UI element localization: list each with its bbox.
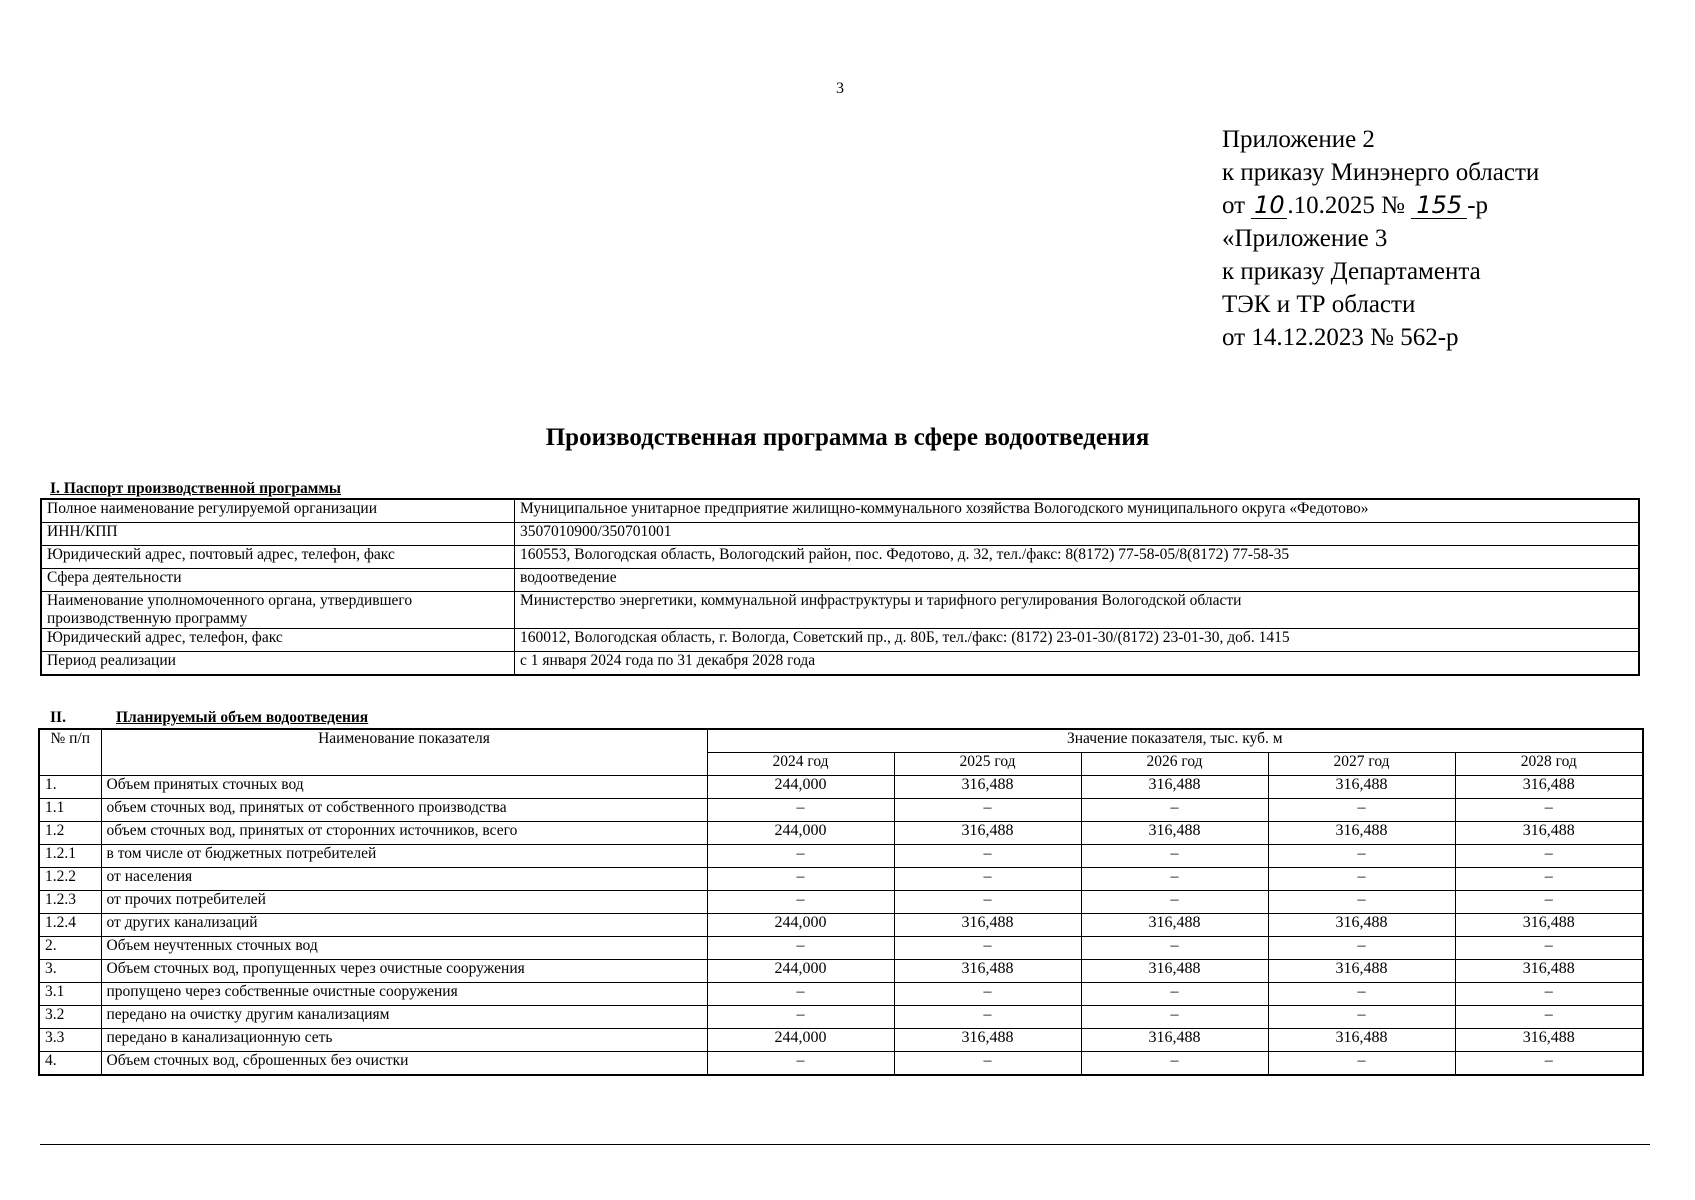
row-value: – [1455, 799, 1643, 822]
row-value: 316,488 [894, 1029, 1081, 1052]
row-number: 1.2.1 [39, 845, 101, 868]
passport-value: 3507010900/350701001 [515, 523, 1640, 546]
row-value: 244,000 [707, 776, 894, 799]
row-value: – [707, 1006, 894, 1029]
table-row [39, 822, 1643, 845]
appendix-order-suffix: -р [1467, 192, 1489, 219]
bottom-divider [40, 1144, 1650, 1145]
row-value: – [1268, 868, 1455, 891]
row-indicator-name: от населения [101, 868, 707, 891]
appendix-line-5: к приказу Департамента [1222, 258, 1481, 285]
row-number: 4. [39, 1052, 101, 1076]
row-value: – [1081, 799, 1268, 822]
passport-row [41, 546, 1639, 569]
row-value: 316,488 [1081, 960, 1268, 983]
row-value: 316,488 [1455, 776, 1643, 799]
row-value: 316,488 [1455, 914, 1643, 937]
table-row [39, 776, 1643, 799]
row-number: 1.2.2 [39, 868, 101, 891]
year-header: 2026 год [1081, 753, 1268, 776]
passport-row [41, 592, 1639, 629]
row-value: 316,488 [1268, 1029, 1455, 1052]
row-value: 316,488 [1081, 776, 1268, 799]
passport-value: 160012, Вологодская область, г. Вологда, Советский пр., д. 80Б, тел./факс: (8172) 23-01-30/(8172) 23-01-30, доб. 1415 [515, 629, 1640, 652]
passport-row [41, 569, 1639, 592]
passport-value: 160553, Вологодская область, Вологодский район, пос. Федотово, д. 32, тел./факс: 8(8172) 77-58-05/8(8172) 77-58-35 [515, 546, 1640, 569]
row-value: – [1268, 937, 1455, 960]
row-value: 316,488 [894, 776, 1081, 799]
row-value: – [1268, 1052, 1455, 1076]
appendix-line-6: ТЭК и ТР области [1222, 291, 1416, 318]
row-number: 1.2 [39, 822, 101, 845]
row-value: 316,488 [1455, 822, 1643, 845]
row-value: – [1081, 983, 1268, 1006]
table-row [39, 1006, 1643, 1029]
passport-label: Юридический адрес, телефон, факс [41, 629, 515, 652]
table-row [39, 1052, 1643, 1076]
row-value: – [894, 983, 1081, 1006]
table-row [39, 891, 1643, 914]
row-value: 244,000 [707, 960, 894, 983]
row-indicator-name: Объем сточных вод, сброшенных без очистки [101, 1052, 707, 1076]
planned-section-label: Планируемый объем водоотведения [116, 709, 369, 726]
planned-volume-table [38, 728, 1644, 1076]
passport-section-title: I. Паспорт производственной программы [50, 480, 342, 497]
row-value: – [1455, 891, 1643, 914]
row-value: – [707, 799, 894, 822]
passport-label: Наименование уполномоченного органа, утвердившего производственную программу [41, 592, 515, 629]
year-header: 2028 год [1455, 753, 1643, 776]
row-value: – [1455, 1052, 1643, 1076]
passport-value: Муниципальное унитарное предприятие жилищно-коммунального хозяйства Вологодского муниципального округа «Федотово» [515, 499, 1640, 523]
passport-label: Период реализации [41, 652, 515, 676]
passport-label: Сфера деятельности [41, 569, 515, 592]
table-row [39, 1029, 1643, 1052]
row-value: – [894, 845, 1081, 868]
row-number: 3. [39, 960, 101, 983]
row-indicator-name: объем сточных вод, принятых от собственного производства [101, 799, 707, 822]
table-row [39, 937, 1643, 960]
row-indicator-name: от других канализаций [101, 914, 707, 937]
document-title: Производственная программа в сфере водоотведения [545, 424, 1150, 451]
row-value: 244,000 [707, 1029, 894, 1052]
row-indicator-name: передано в канализационную сеть [101, 1029, 707, 1052]
row-number: 1. [39, 776, 101, 799]
row-value: – [1081, 1052, 1268, 1076]
row-value: – [1455, 845, 1643, 868]
row-value: – [707, 891, 894, 914]
row-value: – [1455, 1006, 1643, 1029]
row-indicator-name: от прочих потребителей [101, 891, 707, 914]
row-indicator-name: Объем принятых сточных вод [101, 776, 707, 799]
row-value: – [1081, 891, 1268, 914]
row-value: – [707, 868, 894, 891]
row-number: 1.2.4 [39, 914, 101, 937]
row-value: 316,488 [1081, 914, 1268, 937]
row-value: 316,488 [1081, 1029, 1268, 1052]
year-header: 2025 год [894, 753, 1081, 776]
row-number: 1.2.3 [39, 891, 101, 914]
row-value: – [1081, 868, 1268, 891]
appendix-line-7: от 14.12.2023 № 562-р [1222, 324, 1459, 351]
row-value: 316,488 [1455, 960, 1643, 983]
row-indicator-name: в том числе от бюджетных потребителей [101, 845, 707, 868]
row-value: 316,488 [1081, 822, 1268, 845]
row-value: – [707, 937, 894, 960]
row-value: – [894, 1006, 1081, 1029]
table-row [39, 960, 1643, 983]
planned-section-number: II. [50, 709, 66, 726]
row-number: 3.1 [39, 983, 101, 1006]
appendix-block [1222, 123, 1539, 354]
passport-value: Министерство энергетики, коммунальной инфраструктуры и тарифного регулирования Вологодской области [515, 592, 1640, 629]
row-value: 316,488 [1455, 1029, 1643, 1052]
passport-value: с 1 января 2024 года по 31 декабря 2028 года [515, 652, 1640, 676]
handwritten-day: 10 [1251, 192, 1287, 219]
passport-row [41, 652, 1639, 676]
year-header: 2024 год [707, 753, 894, 776]
handwritten-order-number: 155 [1411, 192, 1467, 219]
passport-label: ИНН/КПП [41, 523, 515, 546]
row-value: – [1081, 937, 1268, 960]
row-value: – [1455, 937, 1643, 960]
row-value: – [894, 868, 1081, 891]
appendix-date-prefix: от [1222, 192, 1246, 219]
row-value: – [1081, 845, 1268, 868]
row-number: 3.2 [39, 1006, 101, 1029]
row-indicator-name: пропущено через собственные очистные сооружения [101, 983, 707, 1006]
page-number: 3 [836, 80, 844, 97]
planned-header-row [39, 729, 1643, 753]
passport-label: Юридический адрес, почтовый адрес, телефон, факс [41, 546, 515, 569]
row-value: – [1268, 845, 1455, 868]
row-value: 316,488 [1268, 776, 1455, 799]
header-indicator-name: Наименование показателя [101, 729, 707, 776]
row-value: – [707, 1052, 894, 1076]
row-value: – [894, 891, 1081, 914]
table-row [39, 868, 1643, 891]
passport-row [41, 523, 1639, 546]
header-num: № п/п [39, 729, 101, 776]
appendix-line-2: к приказу Минэнерго области [1222, 159, 1540, 186]
row-indicator-name: передано на очистку другим канализациям [101, 1006, 707, 1029]
passport-value: водоотведение [515, 569, 1640, 592]
row-indicator-name: объем сточных вод, принятых от сторонних источников, всего [101, 822, 707, 845]
year-header: 2027 год [1268, 753, 1455, 776]
row-number: 1.1 [39, 799, 101, 822]
table-row [39, 799, 1643, 822]
row-value: 316,488 [1268, 914, 1455, 937]
passport-row [41, 499, 1639, 523]
row-value: – [1268, 1006, 1455, 1029]
row-value: – [894, 1052, 1081, 1076]
row-value: – [1268, 983, 1455, 1006]
passport-table [40, 498, 1640, 676]
row-value: – [1455, 868, 1643, 891]
planned-section-title [50, 709, 368, 727]
row-value: 244,000 [707, 914, 894, 937]
row-value: – [707, 983, 894, 1006]
row-value: – [1268, 891, 1455, 914]
table-row [39, 983, 1643, 1006]
table-row [39, 914, 1643, 937]
table-row [39, 845, 1643, 868]
row-value: 244,000 [707, 822, 894, 845]
row-value: 316,488 [894, 914, 1081, 937]
row-value: – [1081, 1006, 1268, 1029]
row-value: – [894, 799, 1081, 822]
header-values: Значение показателя, тыс. куб. м [707, 729, 1643, 753]
row-value: 316,488 [894, 960, 1081, 983]
row-indicator-name: Объем неучтенных сточных вод [101, 937, 707, 960]
row-value: – [894, 937, 1081, 960]
row-number: 3.3 [39, 1029, 101, 1052]
passport-label: Полное наименование регулируемой организации [41, 499, 515, 523]
row-number: 2. [39, 937, 101, 960]
appendix-line-4: «Приложение 3 [1222, 225, 1388, 252]
row-value: 316,488 [1268, 822, 1455, 845]
row-value: – [1455, 983, 1643, 1006]
appendix-date-mid: .10.2025 № [1287, 192, 1405, 219]
row-indicator-name: Объем сточных вод, пропущенных через очистные сооружения [101, 960, 707, 983]
appendix-line-3 [1222, 189, 1539, 222]
passport-row [41, 629, 1639, 652]
row-value: – [1268, 799, 1455, 822]
row-value: – [707, 845, 894, 868]
row-value: 316,488 [1268, 960, 1455, 983]
appendix-line-1: Приложение 2 [1222, 126, 1375, 153]
row-value: 316,488 [894, 822, 1081, 845]
